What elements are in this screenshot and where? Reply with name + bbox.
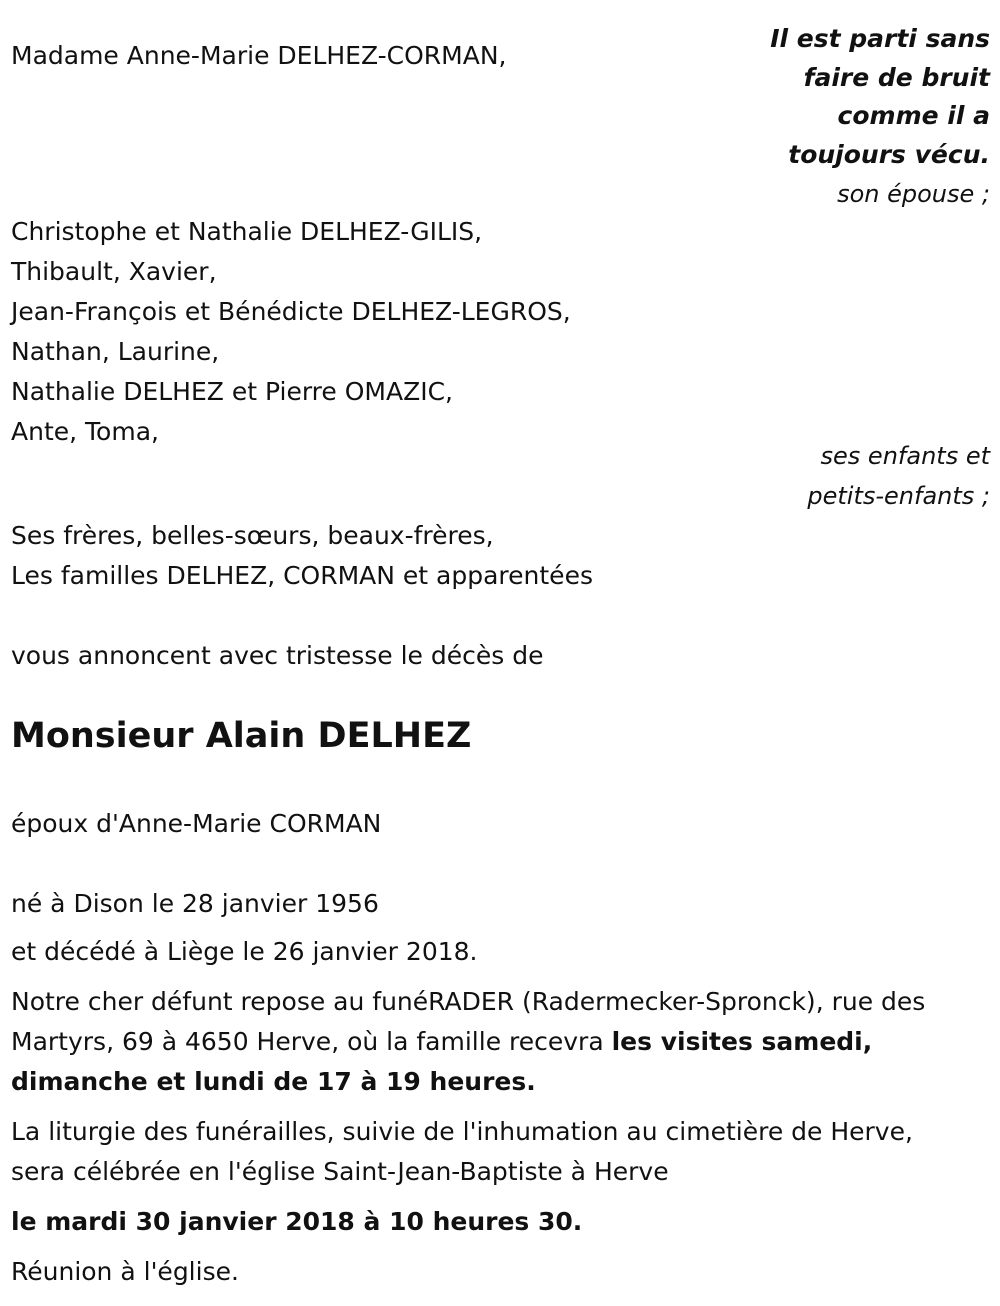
quote-line: Il est parti sans [770, 24, 990, 53]
children-role-line: ses enfants et [820, 442, 990, 470]
epigraph-quote [770, 20, 990, 174]
quote-line: toujours vécu. [788, 139, 990, 169]
children-line: Jean-François et Bénédicte DELHEZ-LEGROS, [11, 297, 571, 326]
death-info: et décédé à Liège le 26 janvier 2018. [11, 937, 478, 966]
family-line: Ses frères, belles-sœurs, beaux-frères, [11, 521, 494, 550]
children-line: Nathan, Laurine, [11, 337, 220, 366]
deceased-name: Monsieur Alain DELHEZ [11, 716, 472, 756]
children-line: Nathalie DELHEZ et Pierre OMAZIC, [11, 377, 453, 406]
quote-line: faire de bruit [803, 62, 990, 92]
children-line: Ante, Toma, [11, 417, 159, 446]
children-line: Christophe et Nathalie DELHEZ-GILIS, [11, 217, 483, 246]
spouse-name: Madame Anne-Marie DELHEZ-CORMAN, [11, 41, 507, 70]
children-line: Thibault, Xavier, [11, 257, 217, 286]
visitation-paragraph [11, 982, 971, 1102]
children-role [807, 436, 990, 516]
meeting-note: Réunion à l'église. [11, 1257, 239, 1286]
funeral-paragraph: La liturgie des funérailles, suivie de l'inhumation au cimetière de Herve, sera célébrée en l'église Saint-Jean-Baptiste à Herve [11, 1117, 913, 1186]
family-list [11, 516, 593, 596]
children-list [11, 212, 571, 452]
visitation-hours: les visites samedi, dimanche et lundi de 17 à 19 heures. [11, 1027, 873, 1096]
family-line: Les familles DELHEZ, CORMAN et apparentées [11, 561, 593, 590]
announcement: vous annoncent avec tristesse le décès de [11, 641, 544, 670]
children-role-line: petits-enfants ; [807, 482, 990, 510]
quote-line: comme il a [837, 101, 990, 130]
spouse-of: époux d'Anne-Marie CORMAN [11, 809, 382, 838]
birth-info: né à Dison le 28 janvier 1956 [11, 889, 379, 918]
visitation-text: Notre cher défunt repose au funéRADER (Radermecker-Spronck), rue des Martyrs, 69 à 4650 Herve, où la famille recevra [11, 987, 926, 1056]
spouse-role: son épouse ; [837, 180, 990, 208]
funeral-datetime: le mardi 30 janvier 2018 à 10 heures 30. [11, 1207, 583, 1236]
